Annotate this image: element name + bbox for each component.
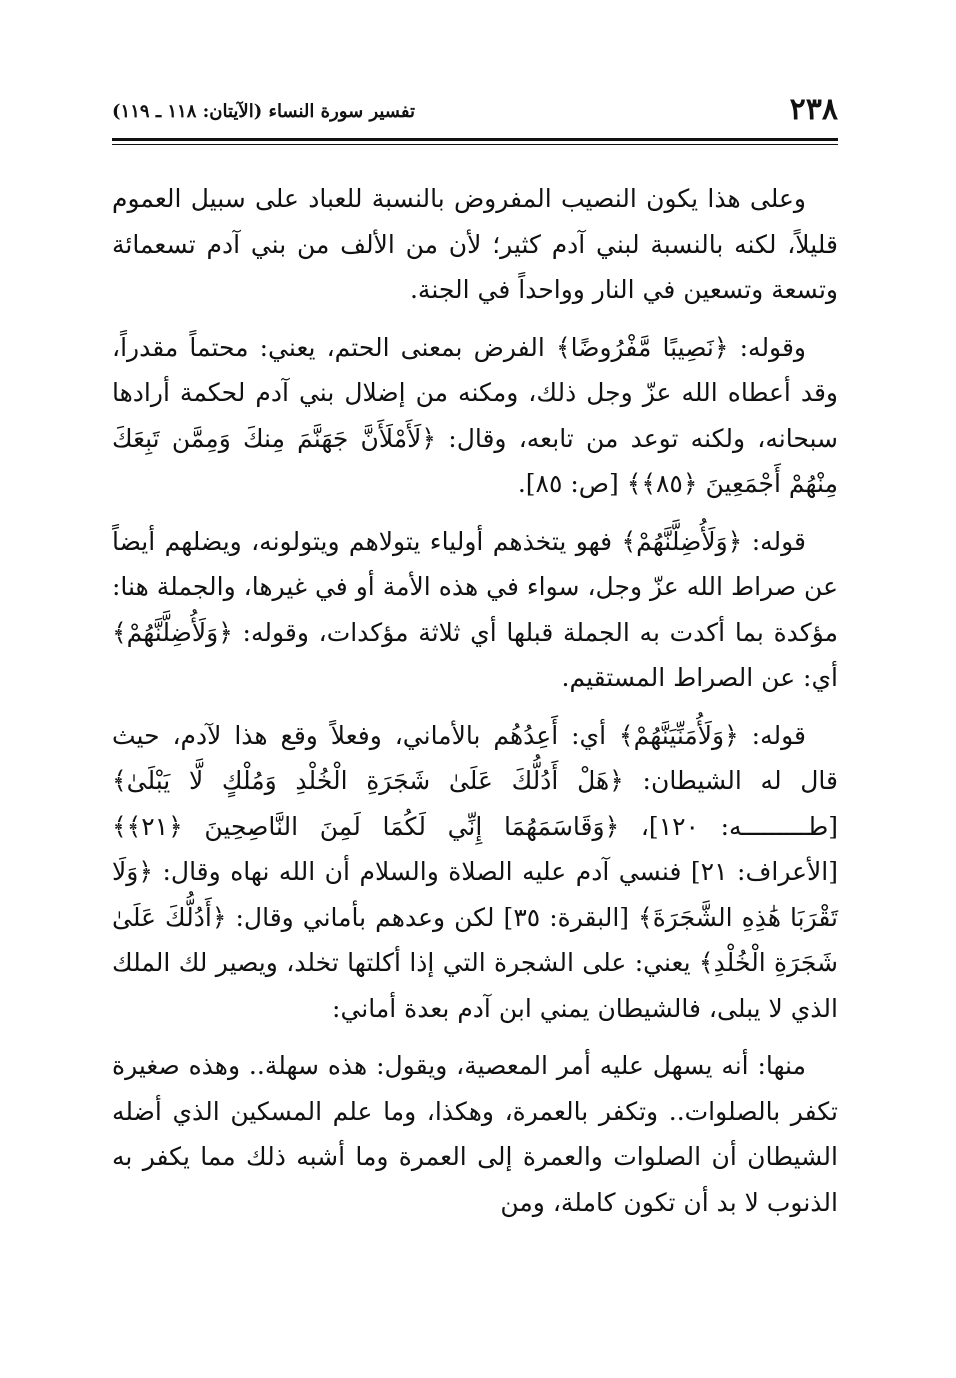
running-title: تفسير سورة النساء (الآيتان: ١١٨ ـ ١١٩) — [112, 101, 415, 122]
page-number: ٢٣٨ — [789, 92, 838, 127]
header-rule-thin — [112, 144, 838, 145]
paragraph-5: منها: أنه يسهل عليه أمر المعصية، ويقول: هذه سهلة.. وهذه صغيرة تكفر بالصلوات.. وتكفر بالعمرة، وهكذا، وما علم المسكين الذي أضله الشيطان أن الصلوات والعمرة إلى العمرة وما أشبه ذلك مما يكفر به الذنوب لا بد أن تكون كاملة، ومن — [112, 1051, 838, 1217]
header-rule-thick — [112, 138, 838, 141]
paragraph-3: قوله: ﴿وَلَأُضِلَّنَّهُمْ﴾ فهو يتخذهم أولياء يتولاهم ويتولونه، ويضلهم أيضاً عن صراط الله عزّ وجل، سواء في هذه الأمة أو في غيرها، والجملة هنا: مؤكدة بما أكدت به الجملة قبلها أي ثلاثة مؤكدات، وقوله: ﴿وَلَأُضِلَّنَّهُمْ﴾ أي: عن الصراط المستقيم. — [112, 526, 838, 692]
body-text — [112, 176, 838, 1237]
paragraph-4: قوله: ﴿وَلَأُمَنِّيَنَّهُمْ﴾ أي: أَعِدُهُم بالأماني، وفعلاً وقع هذا لآدم، حيث قال له الشيطان: ﴿هَلْ أَدُلُّكَ عَلَىٰ شَجَرَةِ الْخُلْدِ وَمُلْكٍ لَّا يَبْلَىٰ﴾ [طـــــــــه: ١٢٠]، ﴿وَقَاسَمَهُمَا إِنِّي لَكُمَا لَمِنَ النَّاصِحِينَ ﴿٢١﴾﴾ [الأعراف: ٢١] فنسي آدم عليه الصلاة والسلام أن الله نهاه وقال: ﴿وَلَا تَقْرَبَا هَٰذِهِ الشَّجَرَةَ﴾ [البقرة: ٣٥] لكن وعدهم بأماني وقال: ﴿أَدُلُّكَ عَلَىٰ شَجَرَةِ الْخُلْدِ﴾ يعني: على الشجرة التي إذا أكلتها تخلد، ويصير لك الملك الذي لا يبلى، فالشيطان يمني ابن آدم بعدة أماني: — [112, 720, 839, 1023]
page-header — [112, 90, 838, 136]
paragraph-2: وقوله: ﴿نَصِيبًا مَّفْرُوضًا﴾ الفرض بمعنى الحتم، يعني: محتماً مقدراً، وقد أعطاه الله عزّ وجل ذلك، ومكنه من إضلال بني آدم لحكمة أرادها سبحانه، ولكنه توعد من تابعه، وقال: ﴿لَأَمْلَأَنَّ جَهَنَّمَ مِنكَ وَمِمَّن تَبِعَكَ مِنْهُمْ أَجْمَعِينَ ﴿٨٥﴾﴾ [ص: ٨٥]. — [112, 332, 838, 498]
paragraph-1: وعلى هذا يكون النصيب المفروض بالنسبة للعباد على سبيل العموم قليلاً، لكنه بالنسبة لبني آدم كثير؛ لأن من الألف من بني آدم تسعمائة وتسعة وتسعين في النار وواحداً في الجنة. — [112, 184, 838, 304]
